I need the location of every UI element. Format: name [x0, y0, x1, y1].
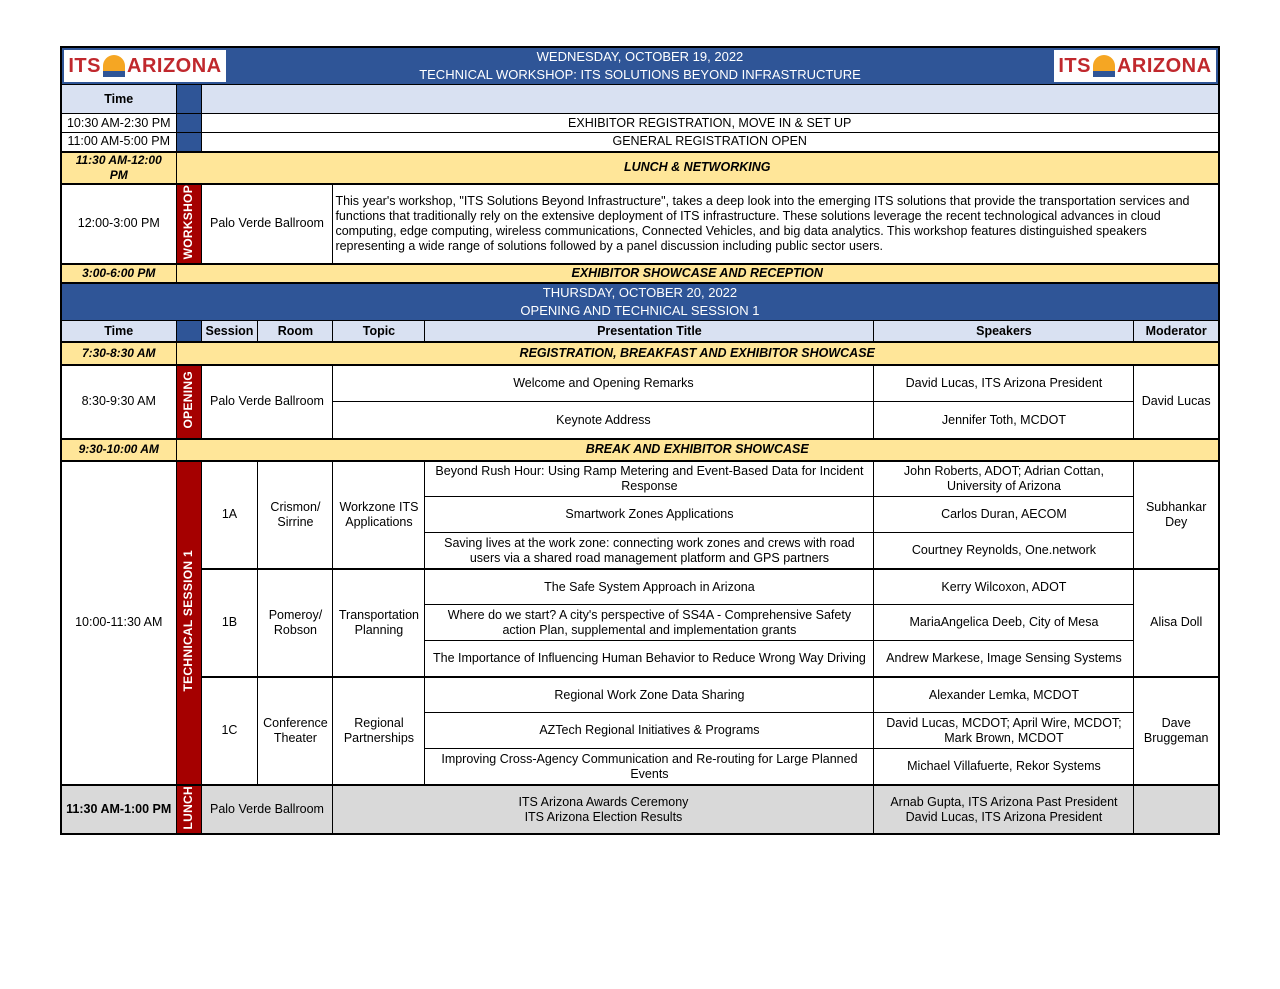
row-time: 11:00 AM-5:00 PM [61, 133, 176, 152]
col-title: Presentation Title [425, 321, 874, 342]
presentation-title: Where do we start? A city's perspective of SS4A - Comprehensive Safety action Plan, supplemental and implementation grants [425, 605, 874, 641]
row-event: GENERAL REGISTRATION OPEN [201, 133, 1219, 152]
session-moderator: Subhankar Dey [1134, 461, 1219, 569]
session-id: 1B [201, 569, 258, 677]
presentation-speakers: David Lucas, MCDOT; April Wire, MCDOT; Mark Brown, MCDOT [874, 713, 1134, 749]
session-id: 1C [201, 677, 258, 785]
breakfast-time: 7:30-8:30 AM [61, 342, 176, 365]
day2-header [61, 283, 1219, 321]
lunch-title: ITS Arizona Awards Ceremony [518, 794, 689, 809]
day1-date: WEDNESDAY, OCTOBER 19, 2022 [536, 49, 744, 64]
row-time: 10:30 AM-2:30 PM [61, 114, 176, 133]
showcase-time: 3:00-6:00 PM [61, 264, 176, 283]
day2-date: THURSDAY, OCTOBER 20, 2022 [542, 285, 738, 301]
lunch-title: ITS Arizona Election Results [524, 809, 683, 824]
session-moderator: Dave Bruggeman [1134, 677, 1219, 785]
presentation-title: Saving lives at the work zone: connecting work zones and crews with road users via a shared road management platform and GPS partners [425, 533, 874, 569]
opening-moderator: David Lucas [1134, 365, 1219, 439]
opening-title: Keynote Address [333, 402, 874, 439]
presentation-speakers: John Roberts, ADOT; Adrian Cottan, University of Arizona [874, 461, 1134, 497]
tech-label: TECHNICAL SESSION 1 [181, 550, 195, 692]
break-time: 9:30-10:00 AM [61, 439, 176, 461]
session-room: Conference Theater [258, 677, 333, 785]
breakfast-event: REGISTRATION, BREAKFAST AND EXHIBITOR SHOWCASE [176, 342, 1219, 365]
presentation-title: Beyond Rush Hour: Using Ramp Metering and Event-Based Data for Incident Response [425, 461, 874, 497]
day1-header [61, 47, 1219, 85]
col-topic: Topic [333, 321, 425, 342]
opening-time: 8:30-9:30 AM [61, 365, 176, 439]
presentation-speakers: Andrew Markese, Image Sensing Systems [874, 641, 1134, 677]
presentation-speakers: MariaAngelica Deeb, City of Mesa [874, 605, 1134, 641]
opening-speakers: Jennifer Toth, MCDOT [874, 402, 1134, 439]
col-time: Time [61, 321, 176, 342]
session-room: Pomeroy/ Robson [258, 569, 333, 677]
presentation-title: Regional Work Zone Data Sharing [425, 677, 874, 713]
presentation-title: The Importance of Influencing Human Behavior to Reduce Wrong Way Driving [425, 641, 874, 677]
workshop-label: WORKSHOP [181, 184, 195, 259]
lunch-time: 11:30 AM-12:00 PM [61, 152, 176, 184]
session-room: Crismon/ Sirrine [258, 461, 333, 569]
time-header: Time [61, 85, 176, 114]
presentation-speakers: Alexander Lemka, MCDOT [874, 677, 1134, 713]
presentation-speakers: Courtney Reynolds, One.network [874, 533, 1134, 569]
opening-label: OPENING [181, 371, 195, 429]
presentation-title: Smartwork Zones Applications [425, 497, 874, 533]
lunch-speakers [874, 785, 1134, 835]
its-arizona-logo-left: ITS ARIZONA [64, 50, 226, 82]
lunch-time: 11:30 AM-1:00 PM [61, 785, 176, 835]
its-arizona-logo-right: ITS ARIZONA [1054, 50, 1216, 82]
session-moderator: Alisa Doll [1134, 569, 1219, 677]
lunch-moderator [1134, 785, 1219, 835]
opening-speakers: David Lucas, ITS Arizona President [874, 365, 1134, 402]
presentation-speakers: Kerry Wilcoxon, ADOT [874, 569, 1134, 605]
presentation-speakers: Carlos Duran, AECOM [874, 497, 1134, 533]
tech-time: 10:00-11:30 AM [61, 461, 176, 785]
col-session: Session [201, 321, 258, 342]
workshop-description: This year's workshop, "ITS Solutions Beyond Infrastructure", takes a deep look into the emerging ITS solutions that provide the transportation services and functions that traditionally rely on the extensive deployment of ITS infrastructure. These solutions leverage the recent technological advances in cloud computing, edge computing, wireless communications, Connected Vehicles, and big data analytics. This workshop features distinguished speakers representing a wide range of solutions followed by a panel discussion including public sector users. [333, 184, 1219, 264]
presentation-speakers: Michael Villafuerte, Rekor Systems [874, 749, 1134, 785]
opening-room: Palo Verde Ballroom [201, 365, 333, 439]
day1-title: TECHNICAL WORKSHOP: ITS SOLUTIONS BEYOND INFRASTRUCTURE [419, 67, 861, 82]
session-topic: Workzone ITS Applications [333, 461, 425, 569]
lunch-room: Palo Verde Ballroom [201, 785, 333, 835]
lunch-event: LUNCH & NETWORKING [176, 152, 1219, 184]
workshop-room: Palo Verde Ballroom [201, 184, 333, 264]
workshop-time: 12:00-3:00 PM [61, 184, 176, 264]
presentation-title: The Safe System Approach in Arizona [425, 569, 874, 605]
schedule-table [60, 46, 1220, 835]
lunch-titles [333, 785, 874, 835]
lunch-speaker: Arnab Gupta, ITS Arizona Past President [890, 794, 1118, 809]
col-moderator: Moderator [1134, 321, 1219, 342]
session-id: 1A [201, 461, 258, 569]
lunch-label: LUNCH [181, 785, 195, 830]
break-event: BREAK AND EXHIBITOR SHOWCASE [176, 439, 1219, 461]
col-speakers: Speakers [874, 321, 1134, 342]
opening-title: Welcome and Opening Remarks [333, 365, 874, 402]
day2-title: OPENING AND TECHNICAL SESSION 1 [520, 303, 760, 319]
row-event: EXHIBITOR REGISTRATION, MOVE IN & SET UP [201, 114, 1219, 133]
col-room: Room [258, 321, 333, 342]
bar [176, 85, 201, 114]
presentation-title: AZTech Regional Initiatives & Programs [425, 713, 874, 749]
lunch-speaker: David Lucas, ITS Arizona President [905, 809, 1103, 824]
showcase-event: EXHIBITOR SHOWCASE AND RECEPTION [176, 264, 1219, 283]
presentation-title: Improving Cross-Agency Communication and Re-routing for Large Planned Events [425, 749, 874, 785]
session-topic: Regional Partnerships [333, 677, 425, 785]
session-topic: Transportation Planning [333, 569, 425, 677]
